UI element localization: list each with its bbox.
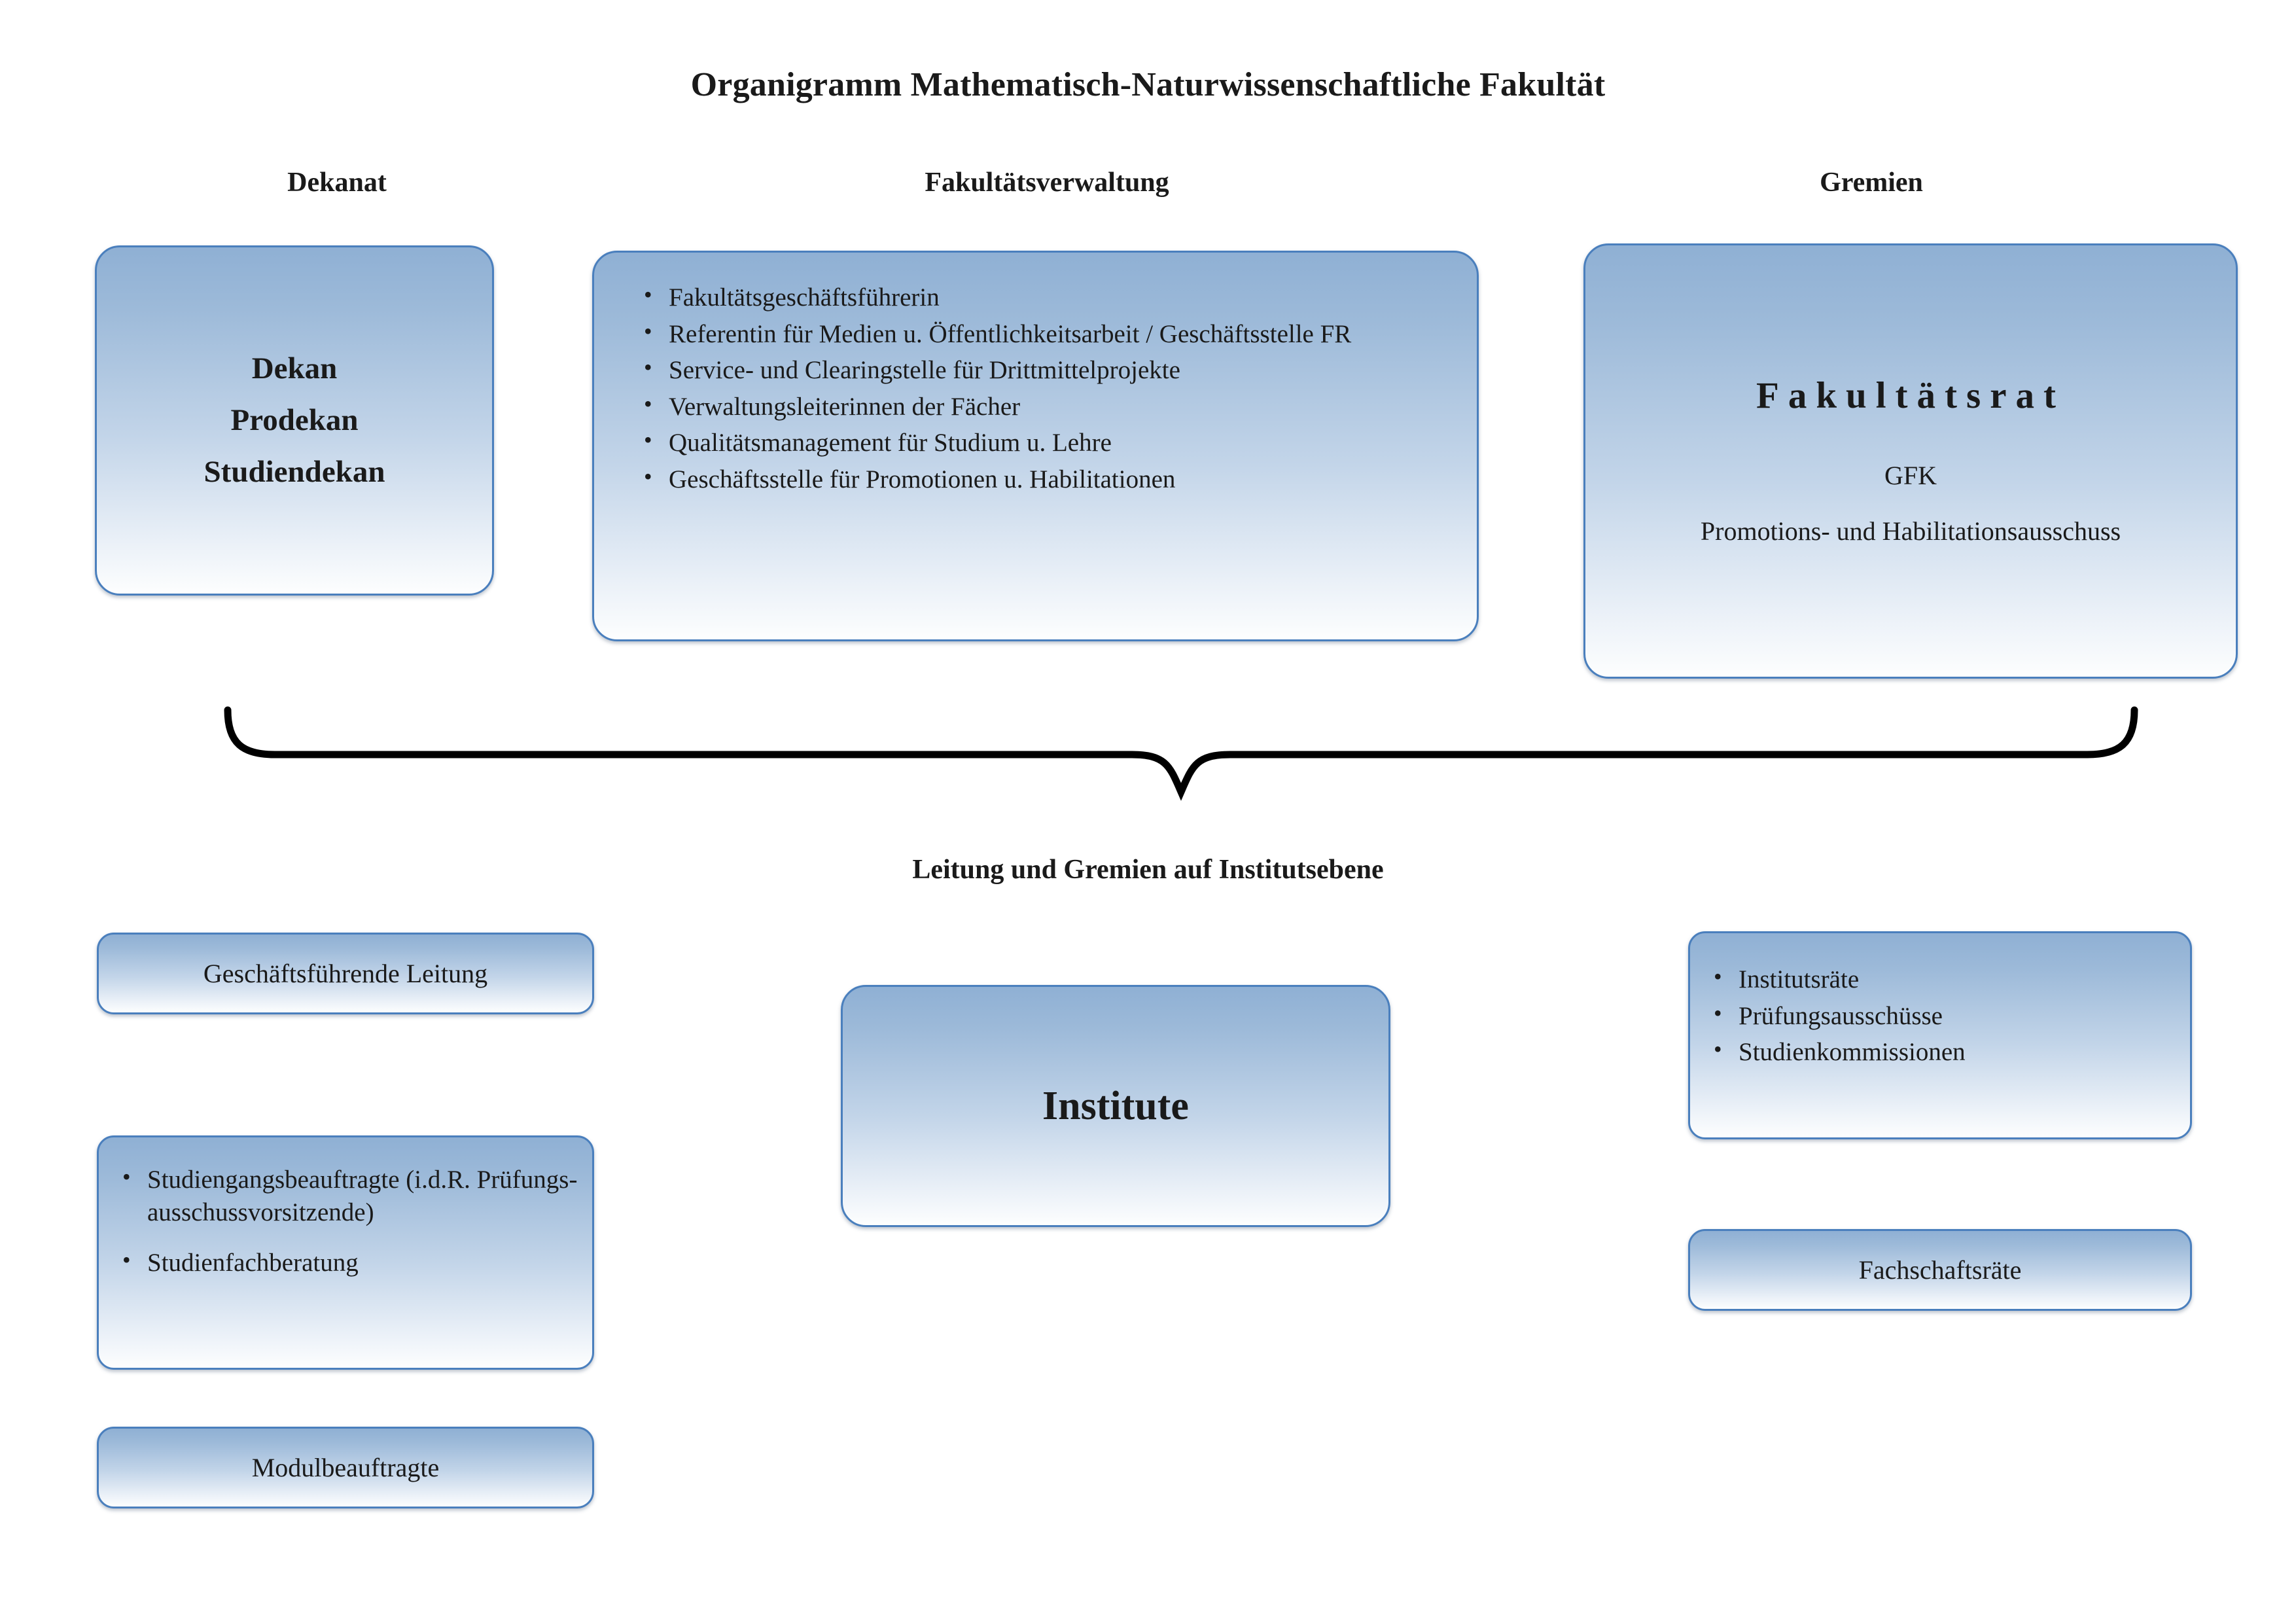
fakultaetsverwaltung-box	[592, 251, 1479, 641]
list-item: • Service- und Clearingstelle für Drittmittelprojekte	[632, 354, 1457, 387]
section-title-institutsebene: Leitung und Gremien auf Institutsebene	[912, 855, 1384, 885]
left-box-modulbeauftragte	[97, 1427, 594, 1508]
dekanat-line-studiendekan: Studiendekan	[203, 455, 385, 489]
left-box-label: Modulbeauftragte	[251, 1453, 440, 1482]
fakultaetsrat-title: Fakultätsrat	[1756, 374, 2065, 416]
list-item: • Referentin für Medien u. Öffentlichkeitsarbeit / Geschäftsstelle FR	[632, 318, 1457, 351]
dekanat-line-prodekan: Prodekan	[230, 403, 359, 437]
page-title: Organigramm Mathematisch-Naturwissenschaftliche Fakultät	[690, 66, 1606, 103]
list-item: • Geschäftsstelle für Promotionen u. Habilitationen	[632, 463, 1457, 496]
fakultaetsrat-text: Promotions- und Habilitationsausschuss	[1700, 516, 2121, 546]
institute-box	[841, 985, 1390, 1227]
column-title-gremien: Gremien	[1820, 168, 1923, 198]
fakultaetsverwaltung-list	[632, 281, 1457, 499]
list-item: • Institutsräte	[1702, 963, 2180, 996]
list-item: • Studiengangsbeauftragte (i.d.R. Prüfungs- ausschussvorsitzende)	[111, 1164, 582, 1228]
brace-connector	[216, 704, 2146, 834]
right-box-label: Fachschaftsräte	[1858, 1255, 2022, 1285]
column-title-fakultaetsverwaltung: Fakultätsverwaltung	[925, 168, 1169, 198]
dekanat-line-dekan: Dekan	[251, 351, 338, 385]
list-item: • Studienfachberatung	[111, 1247, 582, 1279]
list-item: • Studienkommissionen	[1702, 1036, 2180, 1069]
left-box-geschaeftsfuehrende-leitung	[97, 933, 594, 1014]
list-item: • Qualitätsmanagement für Studium u. Lehre	[632, 427, 1457, 459]
right-box-list	[1702, 963, 2180, 1073]
list-item: • Prüfungsausschüsse	[1702, 1000, 2180, 1033]
left-box-label: Geschäftsführende Leitung	[203, 959, 488, 988]
right-box-gremien-institut	[1688, 931, 2192, 1139]
left-box-list	[111, 1164, 582, 1283]
fakultaetsrat-subtitle: GFK	[1884, 460, 1937, 490]
list-item: • Fakultätsgeschäftsführerin	[632, 281, 1457, 314]
column-title-dekanat: Dekanat	[287, 168, 387, 198]
institute-label: Institute	[1042, 1083, 1189, 1128]
right-box-fachschaftsraete	[1688, 1229, 2192, 1311]
fakultaetsrat-box	[1583, 243, 2238, 679]
dekanat-box	[95, 245, 494, 596]
list-item: • Verwaltungsleiterinnen der Fächer	[632, 391, 1457, 423]
left-box-studiengangsbeauftragte	[97, 1135, 594, 1370]
